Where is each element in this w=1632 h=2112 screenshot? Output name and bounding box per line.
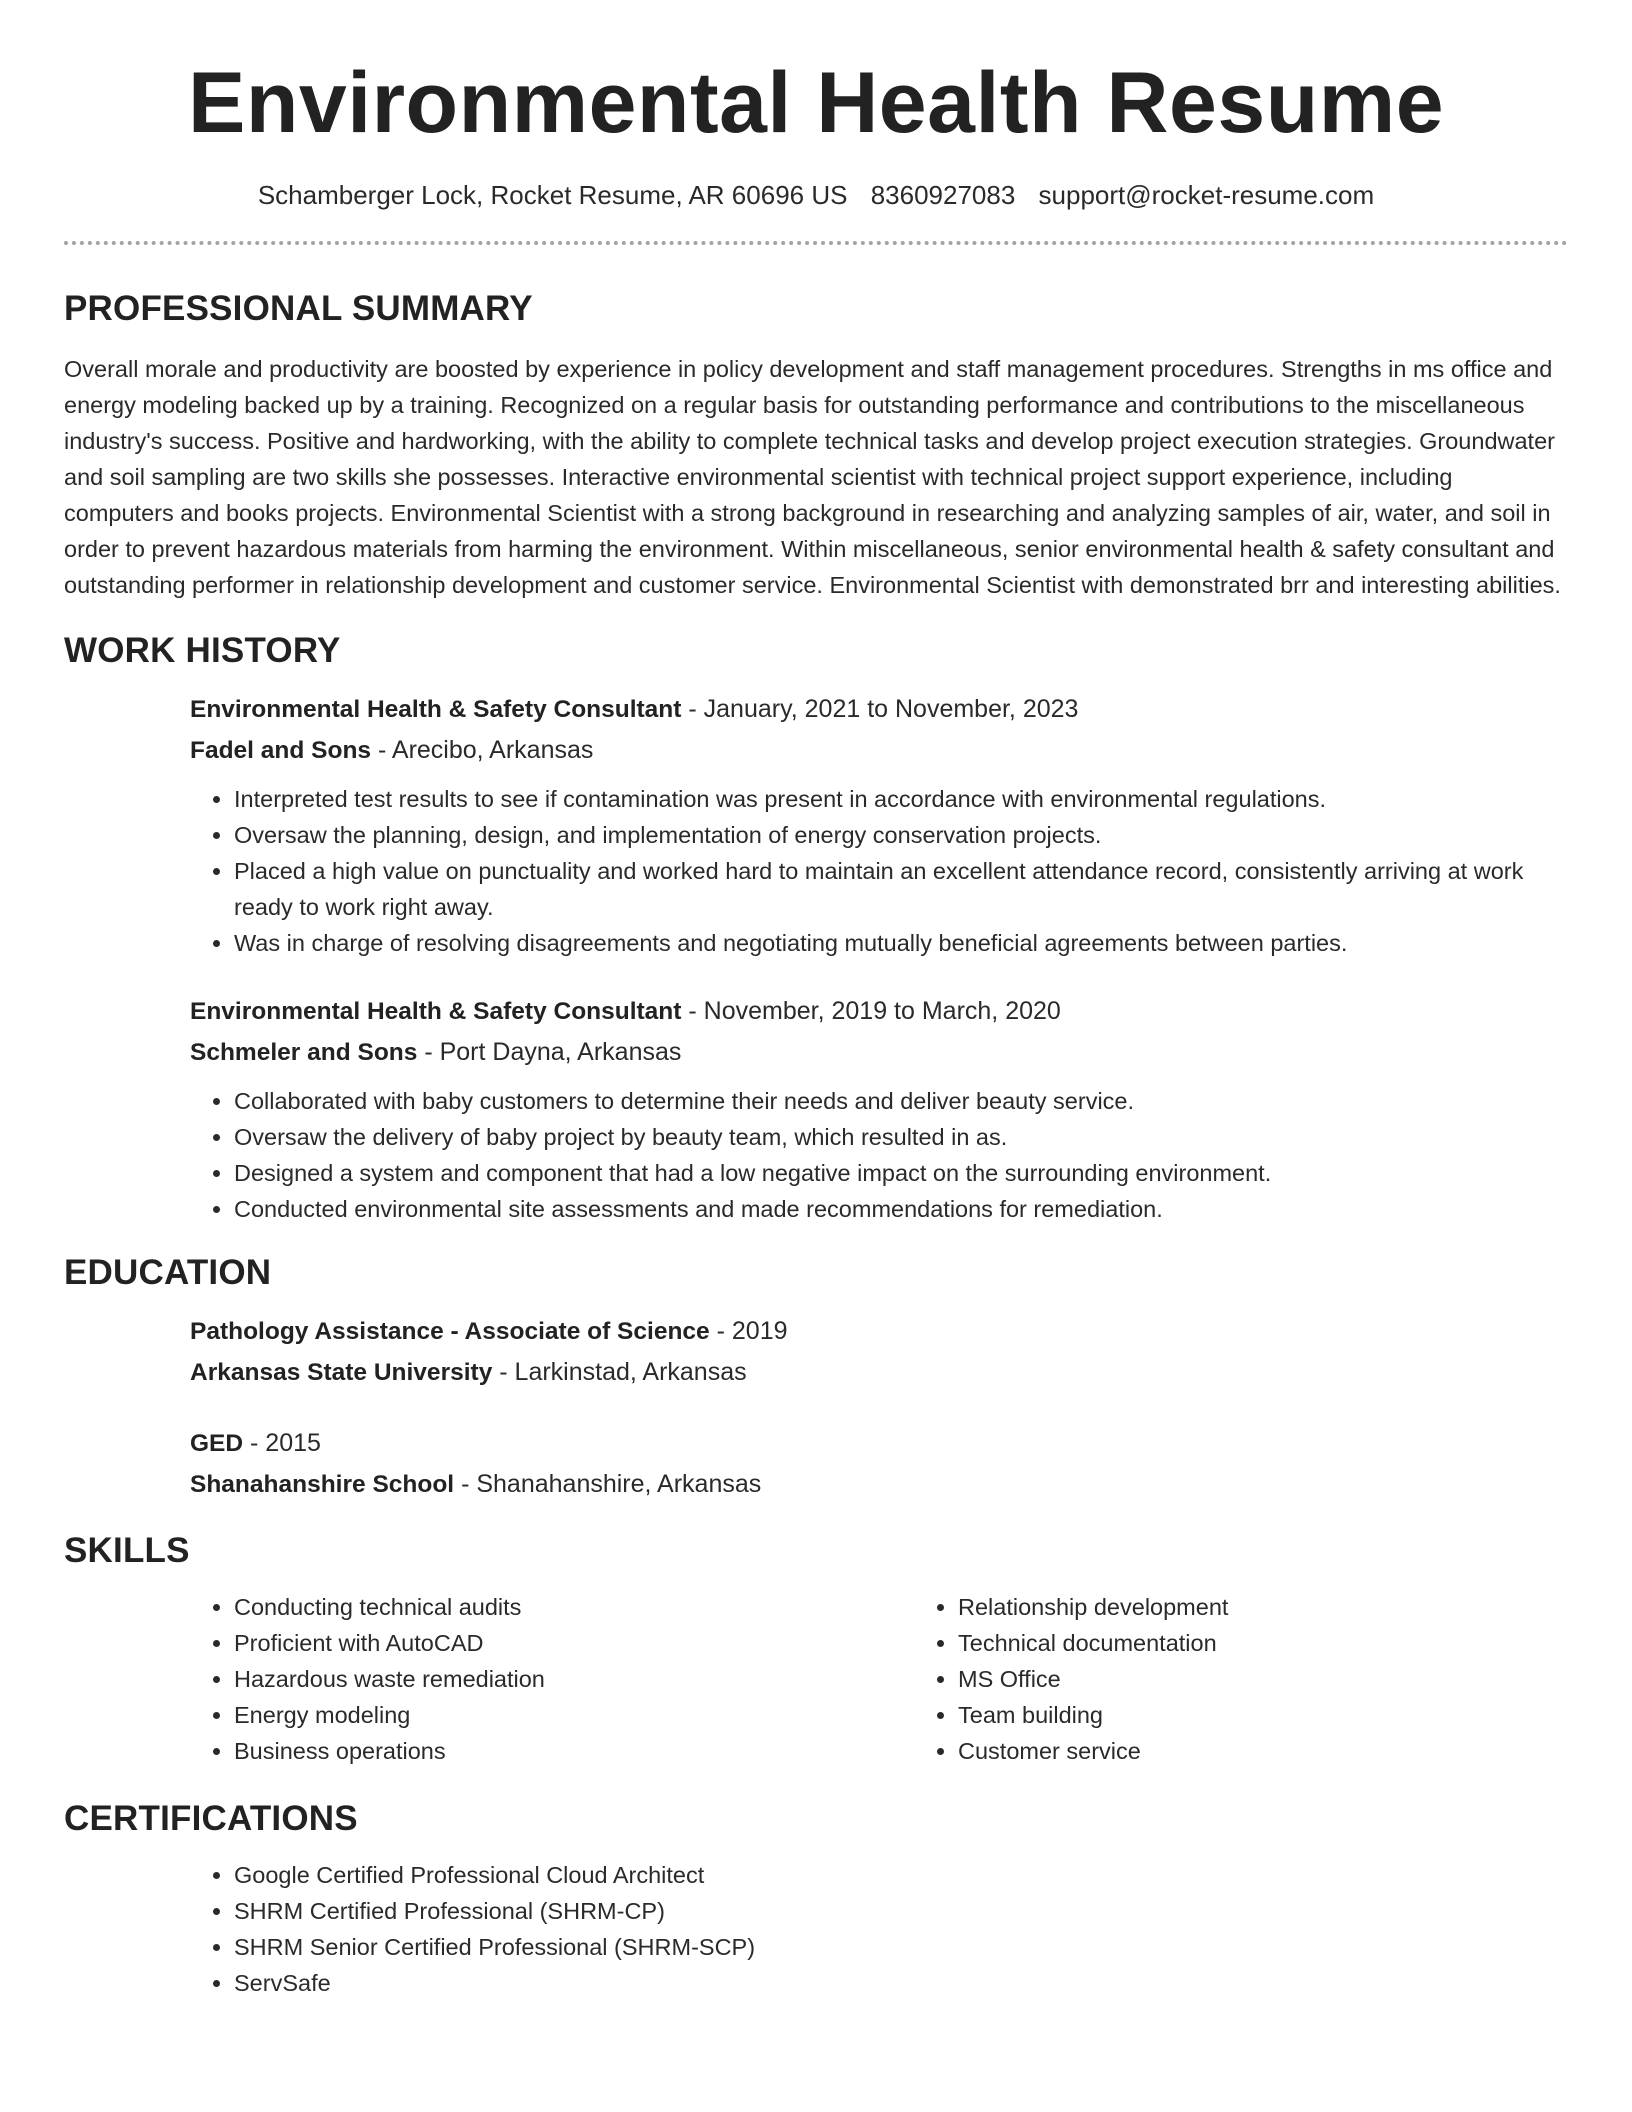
job-title-line	[190, 991, 1568, 1032]
job-title: Environmental Health & Safety Consultant	[190, 998, 682, 1025]
job-bullet: • Designed a system and component that had a low negative impact on the surrounding environment.	[234, 1155, 1568, 1191]
certification-item: • ServSafe	[234, 1965, 755, 2001]
skill-item: • Proficient with AutoCAD	[234, 1625, 914, 1661]
education-heading: EDUCATION	[64, 1253, 272, 1292]
education-location: - Larkinstad, Arkansas	[492, 1358, 747, 1386]
job-company-line	[190, 1032, 1568, 1073]
resume-page	[64, 0, 1568, 2001]
education-year: - 2019	[709, 1317, 788, 1345]
certification-item: • Google Certified Professional Cloud Architect	[234, 1857, 755, 1893]
job-dates: - November, 2019 to March, 2020	[681, 997, 1061, 1025]
skill-item: • MS Office	[958, 1661, 1228, 1697]
job-bullet: • Was in charge of resolving disagreements and negotiating mutually beneficial agreements between parties.	[234, 925, 1568, 961]
job-entry	[190, 689, 1568, 961]
skill-item: • Energy modeling	[234, 1697, 914, 1733]
skills-column-left	[190, 1589, 914, 1769]
header-divider	[64, 241, 1568, 245]
certification-item: • SHRM Certified Professional (SHRM-CP)	[234, 1893, 755, 1929]
education-school: Arkansas State University	[190, 1359, 493, 1386]
education-degree: Pathology Assistance - Associate of Science	[190, 1318, 710, 1345]
education-entry	[190, 1311, 1568, 1393]
job-bullet: • Placed a high value on punctuality and worked hard to maintain an excellent attendance record, consistently arriving at work ready to work right away.	[234, 853, 1568, 925]
job-bullet: • Conducted environmental site assessments and made recommendations for remediation.	[234, 1191, 1568, 1227]
certification-item: • SHRM Senior Certified Professional (SHRM-SCP)	[234, 1929, 755, 1965]
summary-heading: PROFESSIONAL SUMMARY	[64, 289, 533, 328]
education-school: Shanahanshire School	[190, 1471, 455, 1498]
job-bullet: • Oversaw the planning, design, and implementation of energy conservation projects.	[234, 817, 1568, 853]
education-degree: GED	[190, 1430, 244, 1457]
skill-item: • Conducting technical audits	[234, 1589, 914, 1625]
job-bullets	[190, 781, 1568, 961]
skills-list	[190, 1589, 1568, 1769]
education-year: - 2015	[243, 1429, 321, 1457]
job-company-line	[190, 730, 1568, 771]
job-location: - Arecibo, Arkansas	[371, 736, 594, 764]
skill-item: • Relationship development	[958, 1589, 1228, 1625]
certifications-heading: CERTIFICATIONS	[64, 1799, 358, 1838]
contact-phone: 8360927083	[870, 180, 1016, 210]
education-degree-line	[190, 1423, 1568, 1464]
summary-text: Overall morale and productivity are boosted by experience in policy development and staff management procedures. Strengths in ms office and energy modeling backed up by a training. Recognized on a regular basis for outstanding performance and contributions to the miscellaneous industry's success. Positive and hardworking, with the ability to complete technical tasks and develop project execution strategies. Groundwater and soil sampling are two skills she possesses. Interactive environmental scientist with technical project support experience, including computers and books projects. Environmental Scientist with a strong background in researching and analyzing samples of air, water, and soil in order to prevent hazardous materials from harming the environment. Within miscellaneous, senior environmental health & safety consultant and outstanding performer in relationship development and customer service. Environmental Scientist with demonstrated brr and interesting abilities.	[64, 356, 1561, 598]
certifications-list	[190, 1857, 1568, 2001]
skill-item: • Technical documentation	[958, 1625, 1228, 1661]
education-location: - Shanahanshire, Arkansas	[454, 1470, 762, 1498]
contact-line	[64, 180, 1568, 211]
job-bullet: • Collaborated with baby customers to determine their needs and deliver beauty service.	[234, 1083, 1568, 1119]
job-bullet: • Interpreted test results to see if contamination was present in accordance with environmental regulations.	[234, 781, 1568, 817]
job-company: Fadel and Sons	[190, 737, 372, 764]
job-bullets	[190, 1083, 1568, 1227]
skill-item: • Hazardous waste remediation	[234, 1661, 914, 1697]
job-dates: - January, 2021 to November, 2023	[681, 695, 1079, 723]
skill-item: • Customer service	[958, 1733, 1228, 1769]
job-entry	[190, 991, 1568, 1227]
job-title: Environmental Health & Safety Consultant	[190, 696, 682, 723]
job-company: Schmeler and Sons	[190, 1039, 418, 1066]
skill-item: • Team building	[958, 1697, 1228, 1733]
contact-email: support@rocket-resume.com	[1038, 180, 1375, 210]
education-school-line	[190, 1352, 1568, 1393]
certifications-column	[190, 1857, 755, 2001]
skills-heading: SKILLS	[64, 1531, 190, 1570]
skill-item: • Business operations	[234, 1733, 914, 1769]
job-bullet: • Oversaw the delivery of baby project by beauty team, which resulted in as.	[234, 1119, 1568, 1155]
job-title-line	[190, 689, 1568, 730]
education-entry	[190, 1423, 1568, 1505]
education-degree-line	[190, 1311, 1568, 1352]
job-location: - Port Dayna, Arkansas	[417, 1038, 682, 1066]
contact-address: Schamberger Lock, Rocket Resume, AR 60696 US	[257, 180, 848, 210]
work-history-heading: WORK HISTORY	[64, 631, 341, 670]
skills-column-right	[914, 1589, 1228, 1769]
resume-title: Environmental Health Resume	[187, 55, 1445, 151]
education-school-line	[190, 1464, 1568, 1505]
